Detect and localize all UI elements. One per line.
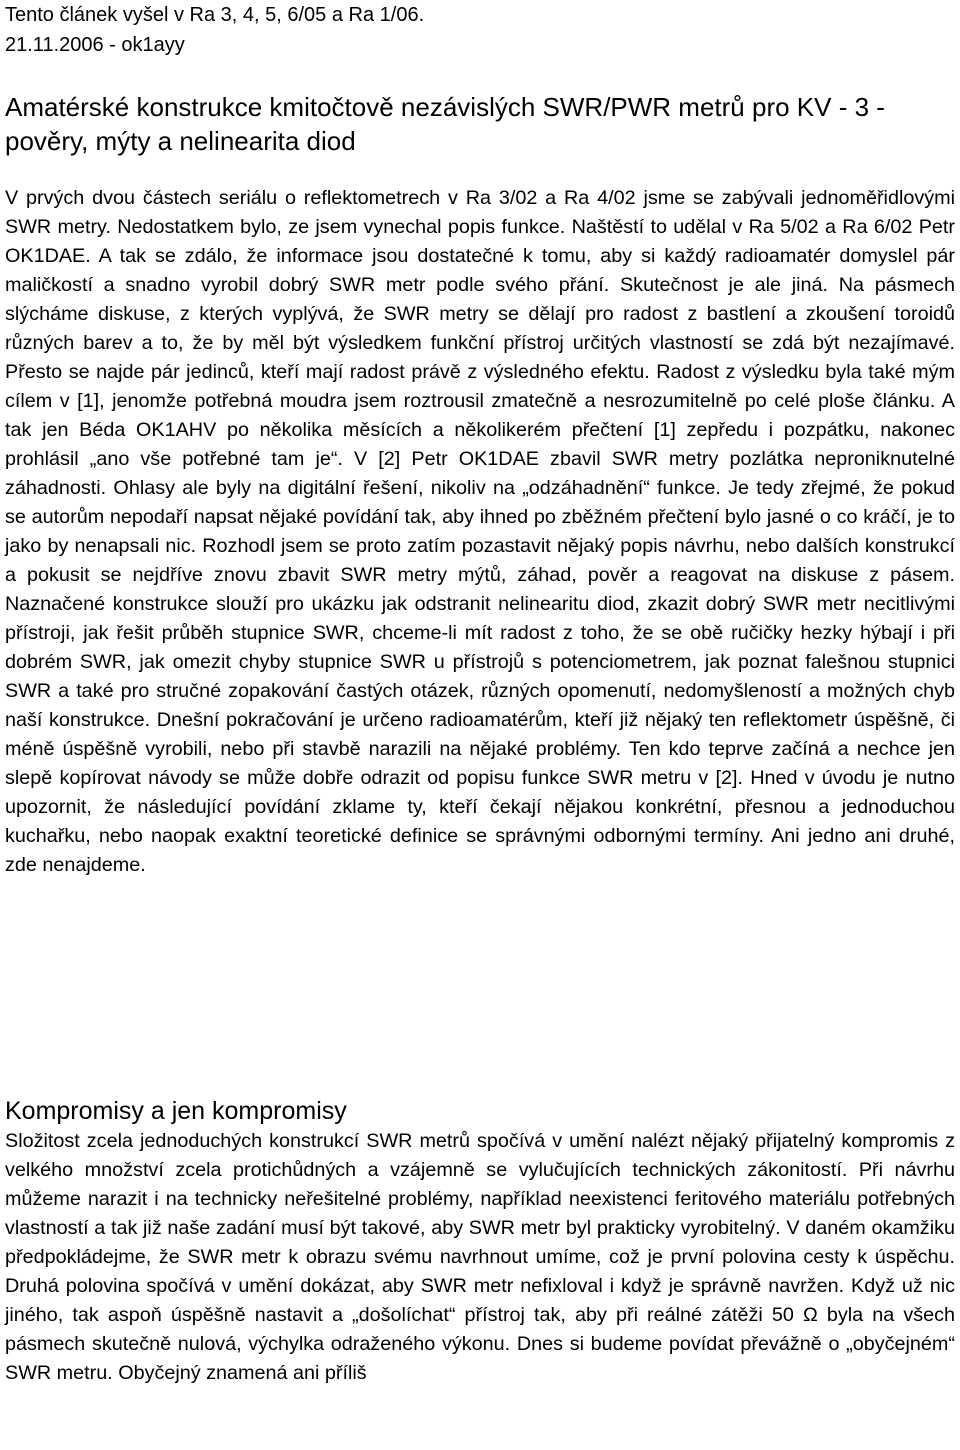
section-heading: Kompromisy a jen kompromisy — [5, 1097, 347, 1125]
article-title: Amatérské konstrukce kmitočtově nezávislých SWR/PWR metrů pro KV - 3 - pověry, mýty a nelinearita diod — [5, 92, 885, 156]
publication-note-line2: 21.11.2006 - ok1ayy — [5, 34, 185, 56]
section-paragraph: Složitost zcela jednoduchých konstrukcí SWR metrů spočívá v umění nalézt nějaký přijatelný kompromis z velkého množství zcela protichůdných a vzájemně se vylučujících technických zákonitostí. Při návrhu můžeme narazit i na technicky neřešitelné problémy, například neexistenci feritového materiálu potřebných vlastností a tak již naše zadání musí být takové, aby SWR metr byl prakticky vyrobitelný. V daném okamžiku předpokládejme, že SWR metr k obrazu svému navrhnout umíme, což je první polovina cesty k úspěchu. Druhá polovina spočívá v umění dokázat, aby SWR metr nefixloval i když je správně navržen. Když už nic jiného, tak aspoň úspěšně nastavit a „došolíchat“ přístroj tak, aby při reálné zátěži 50 Ω byla na všech pásmech skutečně nulová, výchylka odraženého výkonu. Dnes si budeme povídat převážně o „obyčejném“ SWR metru. Obyčejný znamená ani příliš — [5, 1130, 955, 1384]
publication-note-line1: Tento článek vyšel v Ra 3, 4, 5, 6/05 a Ra 1/06. — [5, 4, 425, 26]
publication-note — [5, 0, 565, 60]
intro-paragraph: V prvých dvou částech seriálu o reflektometrech v Ra 3/02 a Ra 4/02 jsme se zabývali jednoměřidlovými SWR metry. Nedostatkem bylo, ze jsem vynechal popis funkce. Naštěstí to udělal v Ra 5/02 a Ra 6/02 Petr OK1DAE. A tak se zdálo, že informace jsou dostatečné k tomu, aby si každý radioamatér domyslel pár maličkostí a snadno vyrobil dobrý SWR metr podle svého přání. Skutečnost je ale jiná. Na pásmech slýcháme diskuse, z kterých vyplývá, že SWR metry se dělají pro radost z bastlení a zkoušení toroidů různých barev a to, že by měl být výsledkem funkční přístroj určitých vlastností se zdá být nezajímavé. Přesto se najde pár jedinců, kteří mají radost právě z výsledného efektu. Radost z výsledku byla také mým cílem v [1], jenomže potřebná moudra jsem roztrousil zmatečně a nesrozumitelně po celé ploše článku. A tak jen Béda OK1AHV po několika měsících a několikerém přečtení [1] zepředu i pozpátku, nakonec prohlásil „ano vše potřebné tam je“. V [2] Petr OK1DAE zbavil SWR metry pozlátka neproniknutelné záhadnosti. Ohlasy ale byly na digitální řešení, nikoliv na „odzáhadnění“ funkce. Je tedy zřejmé, že pokud se autorům nepodaří napsat nějaké povídání tak, aby ihned po zběžném přečtení bylo jasné o co kráčí, je to jako by nenapsali nic. Rozhodl jsem se proto zatím pozastavit nějaký popis návrhu, nebo dalších konstrukcí a pokusit se nejdříve znovu zbavit SWR metry mýtů, záhad, pověr a reagovat na diskuse z pásem. Naznačené konstrukce slouží pro ukázku jak odstranit nelinearitu diod, zkazit dobrý SWR metr necitlivými přístroji, jak řešit průběh stupnice SWR, chceme-li mít radost z toho, že se obě ručičky hezky hýbají i při dobrém SWR, jak omezit chyby stupnice SWR u přístrojů s potenciometrem, jak poznat falešnou stupnici SWR a také pro stručné zopakování častých otázek, různých opomenutí, nedomyšleností a možných chyb naší konstrukce. Dnešní pokračování je určeno radioamatérům, kteří již nějaký ten reflektometr úspěšně, či méně úspěšně vyrobili, nebo při stavbě narazili na nějaké problémy. Ten kdo teprve začíná a nechce jen slepě kopírovat návody se může dobře odrazit od popisu funkce SWR metru v [2]. Hned v úvodu je nutno upozornit, že následující povídání zklame ty, kteří čekají nějakou konkrétní, přesnou a jednoduchou kuchařku, nebo naopak exaktní teoretické definice se správnými odbornými termíny. Ani jedno ani druhé, zde nenajdeme. — [5, 187, 955, 876]
